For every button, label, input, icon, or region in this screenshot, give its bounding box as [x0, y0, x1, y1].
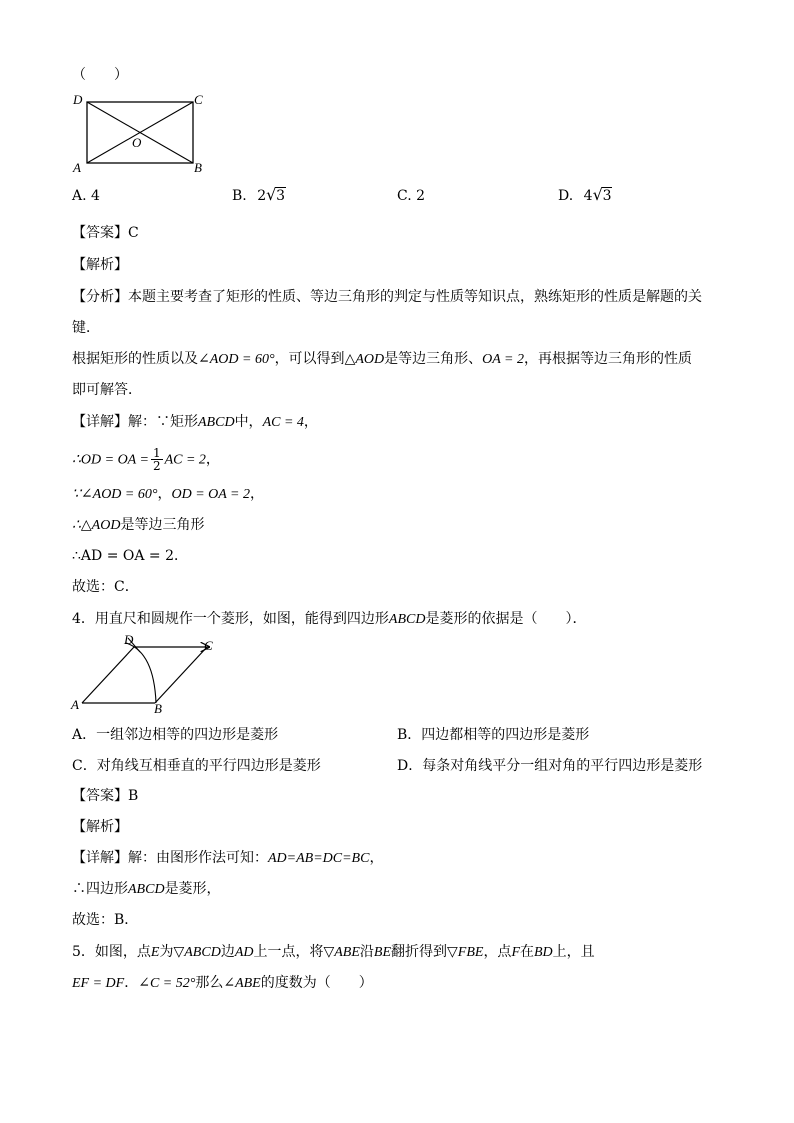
q5-stem-line2: EF = DF．∠C = 52°那么∠ABE的度数为（ ） — [72, 975, 373, 991]
fraction-one-half: $\frac{1}{2}$ — [152, 446, 161, 473]
q4-rhombus-figure — [68, 630, 228, 715]
q4-choose: 故选：B． — [72, 912, 139, 928]
label-b: B — [194, 160, 202, 175]
label-c: C — [204, 638, 213, 653]
label-c: C — [194, 92, 203, 107]
segment-ad — [82, 647, 134, 703]
q3-option-c: C. 2 — [397, 188, 426, 204]
q4-option-a: A．一组邻边相等的四边形是菱形 — [72, 727, 279, 743]
q4-step1: ∴四边形ABCD是菱形， — [72, 881, 221, 897]
q3-detail: 【详解】解：∵矩形ABCD中，AC = 4， — [72, 414, 318, 430]
q4-stem: 4．用直尺和圆规作一个菱形，如图，能得到四边形ABCD是菱形的依据是（ ）． — [72, 611, 587, 627]
option-b-label: B. — [232, 188, 247, 204]
segment-bc — [155, 647, 207, 703]
label-o: O — [132, 135, 142, 150]
q3-fenxi-line2: 键． — [72, 320, 100, 336]
q4-option-d: D．每条对角线平分一组对角的平行四边形是菱形 — [397, 758, 703, 774]
compass-arc — [126, 643, 156, 703]
q3-step4: ∴AD = OA = 2． — [72, 548, 188, 564]
q3-step2: ∵∠AOD = 60°，OD = OA = 2， — [72, 486, 264, 502]
q3-option-a: A. 4 — [72, 188, 100, 204]
q3-paren: （ ） — [72, 67, 128, 83]
q4-option-c: C．对角线互相垂直的平行四边形是菱形 — [72, 758, 321, 774]
q4-jiexi: 【解析】 — [72, 819, 128, 835]
label-a: A — [71, 697, 79, 712]
option-d-label: D. — [558, 188, 574, 204]
label-d: D — [124, 632, 134, 647]
q3-rectangle-figure — [70, 90, 220, 175]
q3-step1: ∴OD = OA = $\frac{1}{2}$ AC = 2， — [72, 446, 220, 473]
label-a: A — [73, 160, 81, 175]
q3-jiexi: 【解析】 — [72, 257, 128, 273]
label-b: B — [154, 701, 162, 715]
option-d-value: 4 √ 3 — [583, 185, 612, 204]
q3-choose: 故选：C． — [72, 579, 139, 595]
q3-option-b — [232, 185, 286, 204]
q4-detail: 【详解】解：由图形作法可知：AD=AB=DC=BC， — [72, 850, 384, 866]
q3-para-line2: 即可解答． — [72, 382, 142, 398]
q3-answer: 【答案】C — [72, 225, 139, 241]
label-d: D — [73, 92, 83, 107]
q4-answer: 【答案】B — [72, 788, 139, 804]
option-b-value: 2 √ 3 — [257, 185, 286, 204]
q3-step3: ∴△AOD是等边三角形 — [72, 517, 205, 533]
q4-option-b: B．四边都相等的四边形是菱形 — [397, 727, 590, 743]
q3-para-line1: 根据矩形的性质以及∠AOD = 60°，可以得到△AOD是等边三角形、OA = 2，再根据等边三角形的性质 — [72, 351, 692, 367]
q3-option-d — [558, 185, 612, 204]
q3-fenxi-line1: 【分析】本题主要考查了矩形的性质、等边三角形的判定与性质等知识点，熟练矩形的性质是解题的关 — [72, 289, 702, 305]
q5-stem-line1: 5．如图，点E为▽ABCD边AD上一点，将▽ABE沿BE翻折得到▽FBE，点F在BD上，且 — [72, 944, 595, 960]
